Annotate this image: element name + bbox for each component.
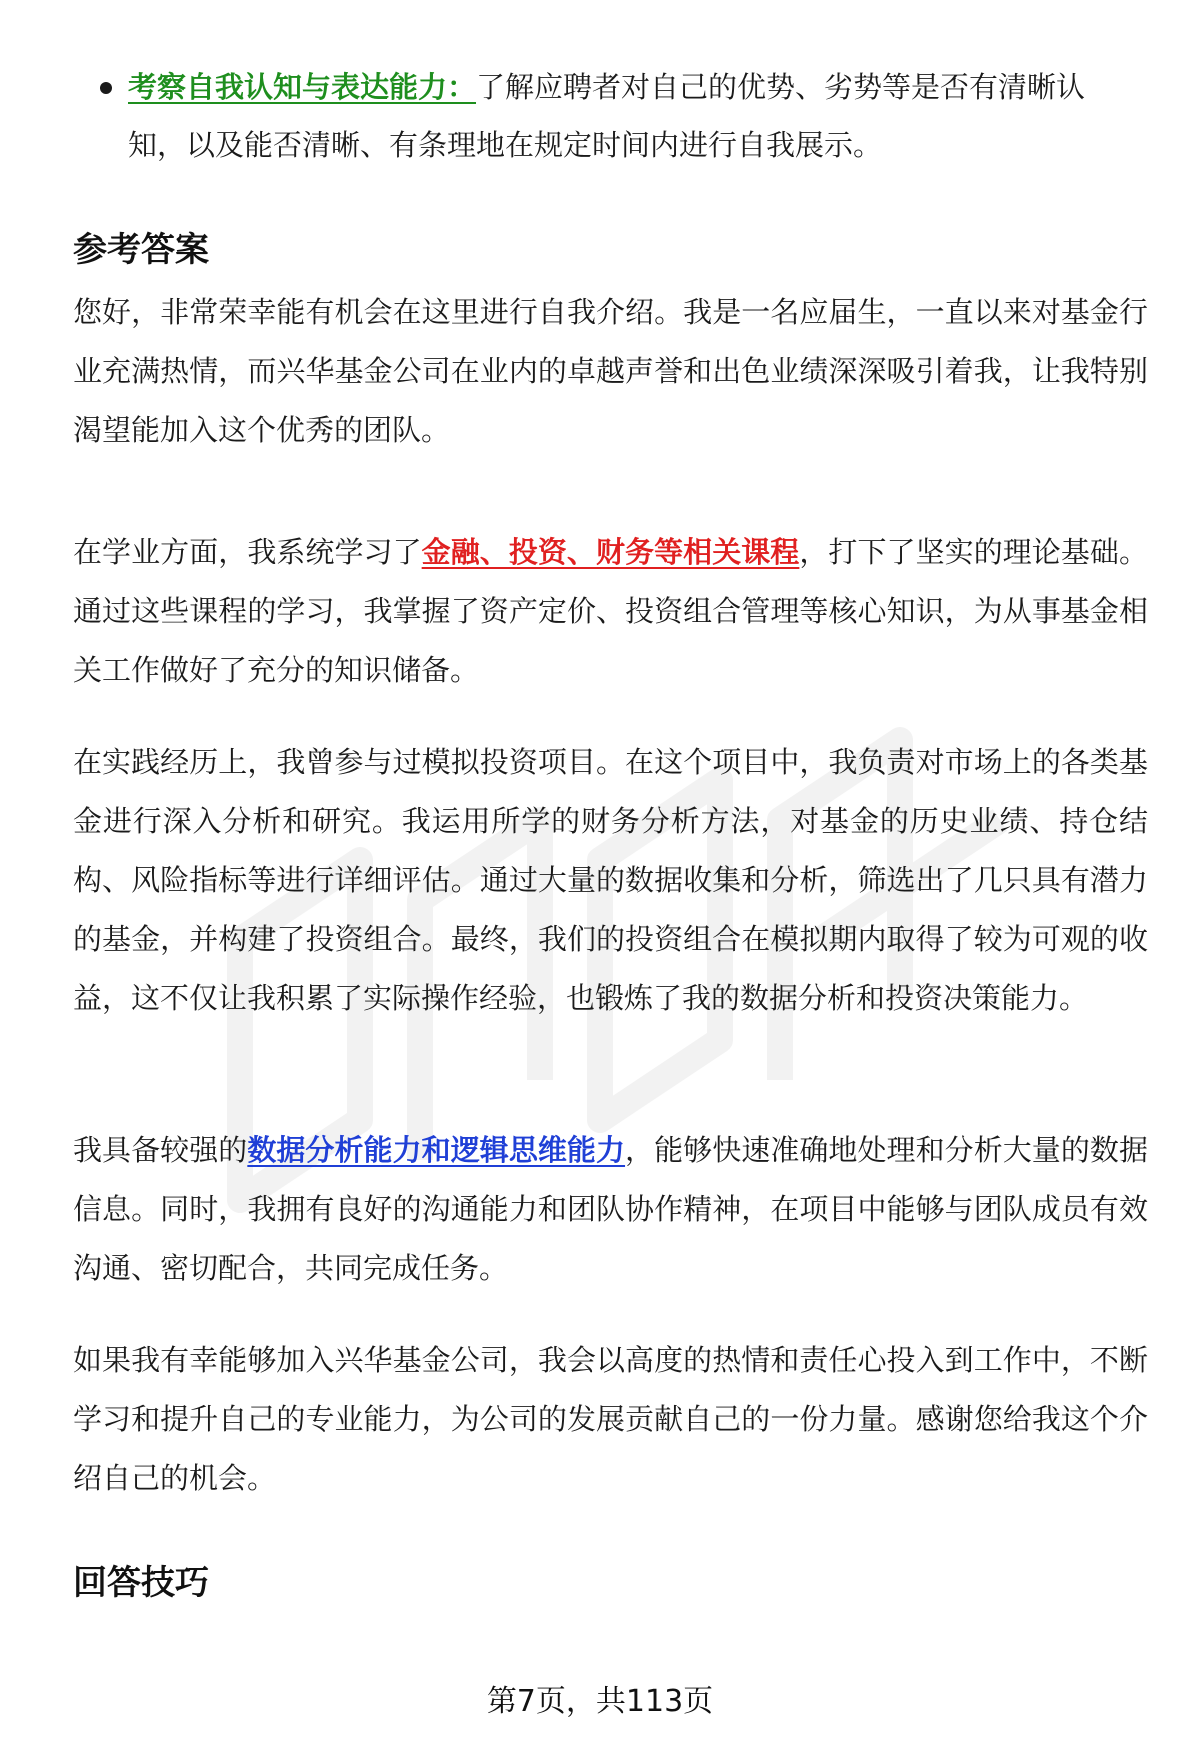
skills-highlight-link[interactable]: 数据分析能力和逻辑思维能力 [247,1133,626,1167]
answer-paragraph-2 [73,523,1148,700]
paragraph-4-text-start: 我具备较强的 [73,1133,248,1167]
paragraph-4-text-end: ，能够快速准确地处理和分析大量的数据信息。同时，我拥有良好的沟通能力和团队协作精神，在项目中能够与团队成员有效沟通、密切配合，共同完成任务。 [73,1133,1148,1285]
answer-tips-heading: 回答技巧 [73,1563,209,1603]
paragraph-2-text-end: ，打下了坚实的理论基础。通过这些课程的学习，我掌握了资产定价、投资组合管理等核心知识，为从事基金相关工作做好了充分的知识储备。 [73,535,1148,687]
paragraph-2-text-start: 在学业方面，我系统学习了 [73,535,422,569]
page-number-footer: 第7页，共113页 [486,1684,714,1719]
answer-paragraph-1: 您好，非常荣幸能有机会在这里进行自我介绍。我是一名应届生，一直以来对基金行业充满热情，而兴华基金公司在业内的卓越声誉和出色业绩深深吸引着我，让我特别渴望能加入这个优秀的团队。 [73,295,1148,447]
answer-paragraph-3: 在实践经历上，我曾参与过模拟投资项目。在这个项目中，我负责对市场上的各类基金进行深入分析和研究。我运用所学的财务分析方法，对基金的历史业绩、持仓结构、风险指标等进行详细评估。通过大量的数据收集和分析，筛选出了几只具有潜力的基金，并构建了投资组合。最终，我们的投资组合在模拟期内取得了较为可观的收益，这不仅让我积累了实际操作经验，也锻炼了我的数据分析和投资决策能力。 [73,745,1148,1015]
reference-answer-heading: 参考答案 [73,230,209,270]
bullet-highlight-link[interactable]: 考察自我认知与表达能力： [128,70,477,104]
bullet-list-item [128,58,1138,174]
courses-highlight-link[interactable]: 金融、投资、财务等相关课程 [421,535,800,569]
answer-paragraph-4 [73,1121,1148,1298]
bullet-dot-icon [100,82,112,94]
answer-paragraph-5: 如果我有幸能够加入兴华基金公司，我会以高度的热情和责任心投入到工作中，不断学习和提升自己的专业能力，为公司的发展贡献自己的一份力量。感谢您给我这个介绍自己的机会。 [73,1343,1148,1495]
bullet-text: 了解应聘者对自己的优势、劣势等是否有清晰认知，以及能否清晰、有条理地在规定时间内进行自我展示。 [128,70,1086,162]
